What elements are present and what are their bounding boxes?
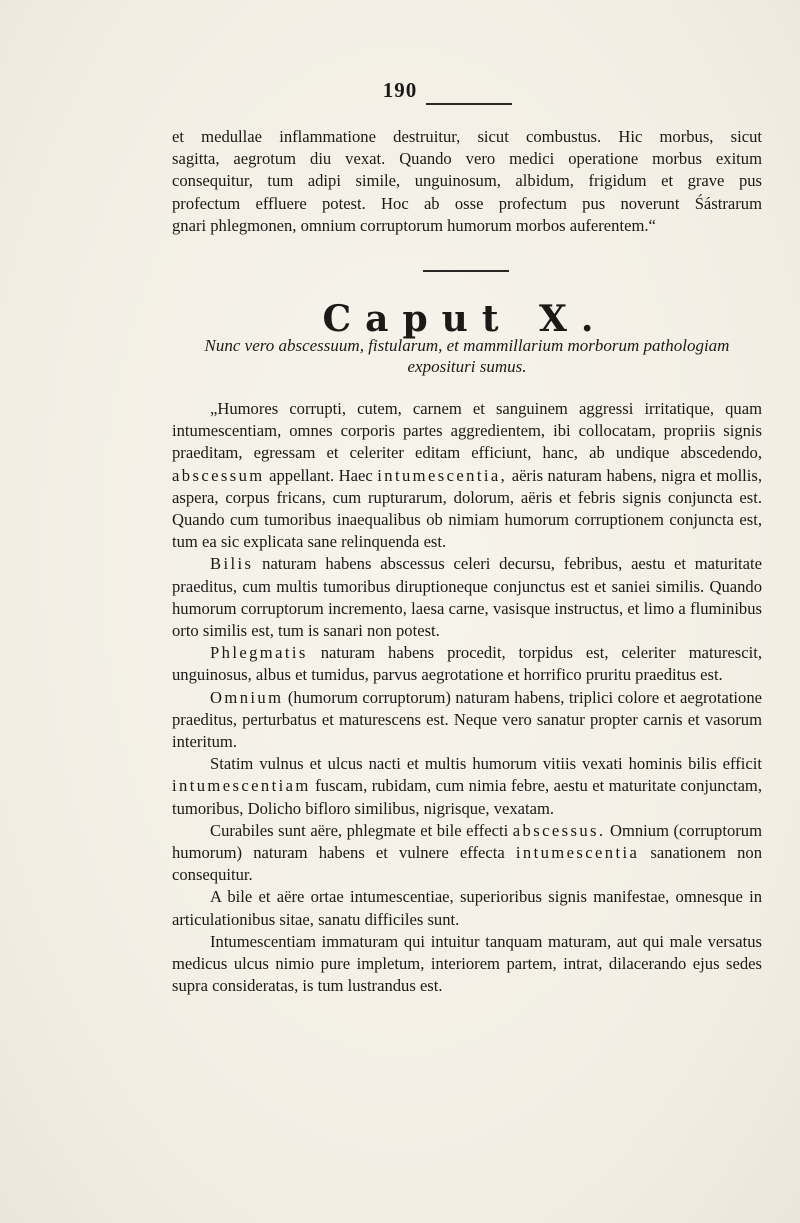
paragraph-5 [172, 753, 762, 820]
chapter-subtitle [172, 335, 762, 377]
paragraph-2-emphasis-bilis: Bilis [210, 554, 254, 574]
paragraph-5-text-a: Statim vulnus et ulcus nacti et multis humorum vitiis vexati hominis bilis efficit [210, 754, 762, 774]
chapter-body [172, 398, 762, 997]
paragraph-1 [172, 398, 762, 553]
top-paragraph-line-4: profectum effluere potest. Hoc ab osse profectum pus noverunt Śástrarum [172, 193, 762, 213]
chapter-subtitle-line-2: exposituri sumus. [407, 357, 527, 376]
paragraph-1-text-e: aëris naturam habens, nigra et mollis, aspera, corpus fricans, cum rupturarum, dolorum, aëris et febris signis conjuncta est. Quando cum tumoribus inaequalibus ob nimiam humorum corruptionem conjuncta est, tum ea sic explicata sane relinquenda est. [172, 465, 763, 552]
paragraph-5-emphasis-intumescentiam: intumescentiam [172, 776, 311, 796]
paragraph-4 [172, 687, 762, 754]
paragraph-4-emphasis-omnium: Omnium [210, 687, 284, 707]
chapter-heading: Caput X. [322, 298, 608, 340]
top-paragraph-line-2: sagitta, aegrotum diu vexat. Quando vero medici operatione morbus exitum [172, 149, 762, 169]
paragraph-7 [172, 886, 762, 930]
top-paragraph [172, 126, 762, 237]
paragraph-8-text: Intumescentiam immaturam qui intuitur tanquam maturam, aut qui male versatus medicus ulcus nimio pure impletum, interiorem partem, intrat, dilacerando ejus sedes supra consideratas, is tum lustrandus est. [172, 931, 762, 996]
paragraph-6-text-a: Curabiles sunt aëre, phlegmate et bile effecti [210, 820, 509, 840]
paragraph-1-emphasis-abscessum: abscessum [172, 465, 265, 485]
paragraph-6 [172, 820, 762, 887]
paragraph-6-emphasis-abscessus: abscessus. [512, 820, 606, 840]
paragraph-3 [172, 642, 762, 686]
top-paragraph-line-5: gnari phlegmonen, omnium corruptorum humorum morbos auferentem.“ [172, 215, 656, 235]
paragraph-2 [172, 553, 762, 642]
paragraph-3-text: naturam habens procedit, torpidus est, celeriter maturescit, unguinosus, albus et tumidus, parvus aegrotatione et horrifico pruritu praeditus est. [172, 643, 762, 685]
top-paragraph-line-1: et medullae inflammatione destruitur, sicut combustus. Hic morbus, sicut [172, 127, 762, 146]
paragraph-7-text: A bile et aëre ortae intumescentiae, superioribus signis manifestae, omnesque in articulationibus sitae, sanatu difficiles sunt. [172, 887, 762, 929]
paragraph-6-text-c: Omnium (corruptorum humorum) naturam habens et vulnere effecta [172, 820, 762, 863]
section-separator [423, 270, 509, 272]
top-paragraph-line-3: consequitur, tum adipi simile, unguinosum, albidum, frigidum et grave pus [172, 171, 762, 191]
paragraph-4-text: (humorum corruptorum) naturam habens, triplici colore et aegrotatione praeditus, perturbatus et maturescens est. Neque vero sanatur propter carnis et vasorum interitum. [172, 687, 762, 752]
page-number-rule [426, 103, 512, 105]
paragraph-3-emphasis-phlegmatis: Phlegmatis [210, 643, 308, 663]
paragraph-6-emphasis-intumescentia: intumescentia [515, 843, 640, 863]
page-number: 190 [382, 78, 418, 102]
chapter-subtitle-line-1: Nunc vero abscessuum, fistularum, et mammillarium morborum pathologiam [204, 336, 730, 355]
paragraph-6-text-e: sanationem non consequitur. [172, 843, 762, 885]
paragraph-5-text-c: fuscam, rubidam, cum nimia febre, aestu et maturitate conjunctam, tumoribus, Dolicho bifloro similibus, nigrisque, vexatam. [172, 776, 762, 818]
paragraph-1-text-a: „Humores corrupti, cutem, carnem et sanguinem aggressi irritatique, quam intumescentiam, omnes corporis partes aggredientem, ibi collocatam, propriis signis praeditam, egressam et celeriter editam efficiunt, hanc, ab undique abscedendo, [172, 399, 762, 463]
paragraph-1-emphasis-intumescentia: intumescentia, [377, 465, 508, 485]
paragraph-1-text-c: appellant. Haec [269, 465, 373, 485]
paragraph-2-text: naturam habens abscessus celeri decursu, febribus, aestu et maturitate praeditus, cum multis tumoribus diruptioneque conjunctus est et saniei similis. Quando humorum corruptorum incremento, laesa carne, vasisque instructus, et limo a fluminibus orto similis est, tum is sanari non potest. [172, 554, 763, 641]
paragraph-8 [172, 931, 762, 998]
